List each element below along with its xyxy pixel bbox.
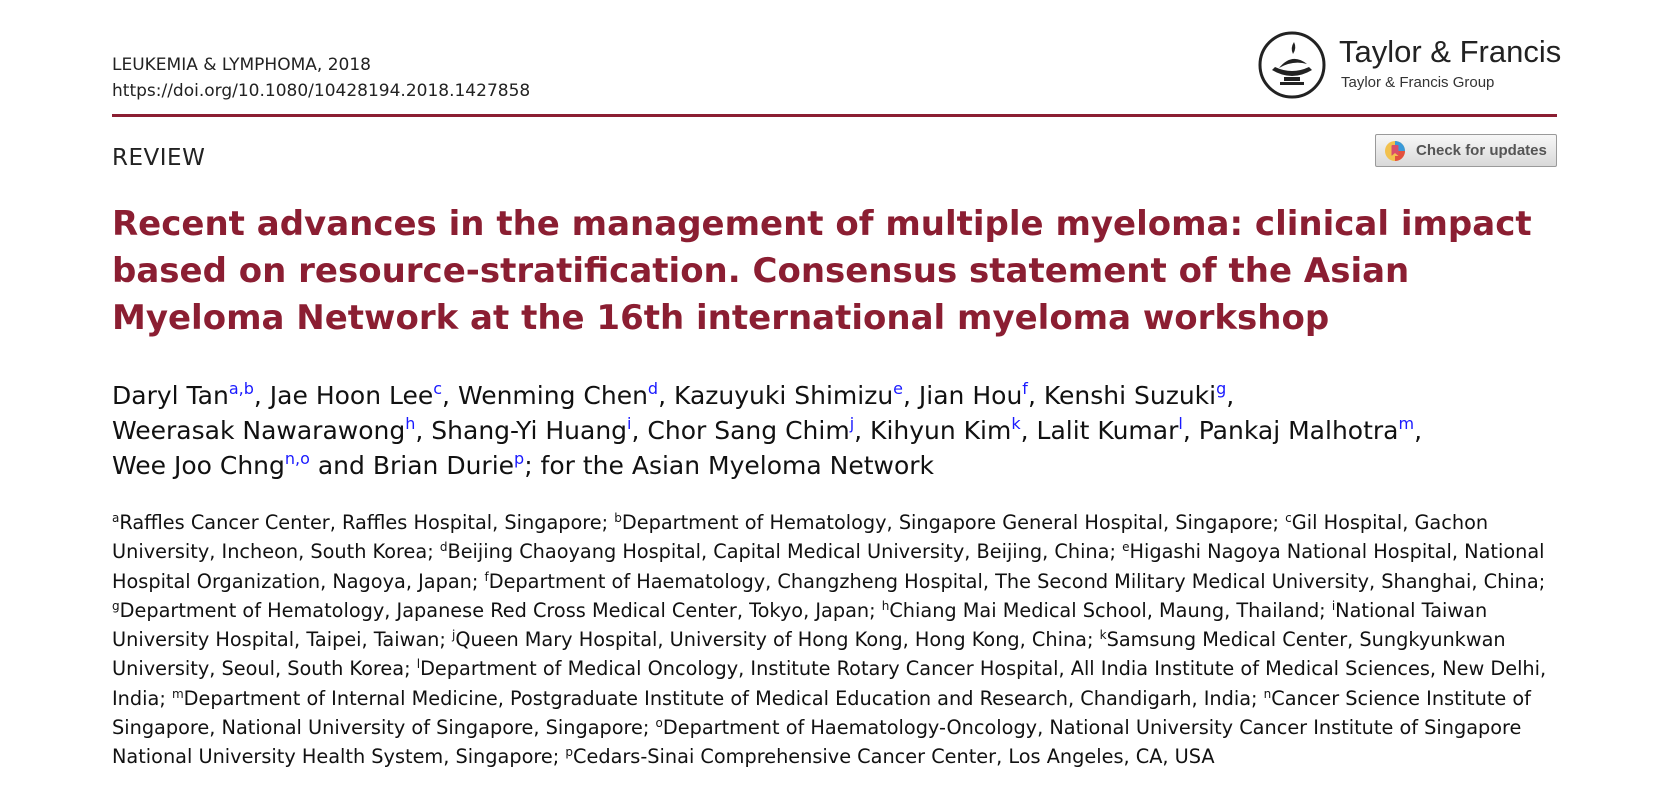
author-item xyxy=(674,381,919,410)
affiliation-mark: f xyxy=(484,569,489,584)
article-first-page xyxy=(112,0,1562,812)
affiliation-mark: b xyxy=(614,511,622,525)
author-separator: , xyxy=(631,416,648,445)
affiliation-mark: m xyxy=(171,686,184,701)
author-name: Kihyun Kim xyxy=(870,416,1012,445)
affiliation-mark: h xyxy=(881,598,890,613)
article-type: REVIEW xyxy=(112,145,206,171)
affiliation-link[interactable]: m xyxy=(1398,414,1415,433)
affiliation-text: Department of Haematology-Oncology, National University Cancer Institute of Singapore National University Health System, Singapore; xyxy=(112,716,1522,769)
affiliation-link[interactable]: g xyxy=(1216,379,1227,398)
affiliation-text: Cancer Science Institute of Singapore, National University of Singapore, Singapore; xyxy=(112,686,1531,740)
affiliation-mark: a xyxy=(112,511,120,525)
affiliation-link[interactable]: c xyxy=(433,379,443,398)
author-item xyxy=(919,381,1044,410)
affiliation-item xyxy=(614,511,1285,534)
affiliation-link[interactable]: l xyxy=(1178,414,1183,433)
affiliation-link[interactable]: d xyxy=(647,379,659,398)
author-item xyxy=(112,451,373,480)
author-separator: , xyxy=(415,416,432,445)
affiliation-text: Department of Hematology, Singapore General Hospital, Singapore; xyxy=(621,511,1286,534)
affiliation-text: National Taiwan University Hospital, Taipei, Taiwan; xyxy=(112,598,1488,652)
author-separator: , xyxy=(903,381,919,410)
affiliation-item xyxy=(112,599,882,622)
author-name: Chor Sang Chim xyxy=(647,416,850,445)
affiliation-mark: l xyxy=(416,657,421,672)
crossmark-icon xyxy=(1384,140,1406,162)
author-name: Kenshi Suzuki xyxy=(1043,381,1217,410)
affiliation-text: Gil Hospital, Gachon University, Incheon, South Korea; xyxy=(112,511,1489,564)
affiliation-mark: e xyxy=(1122,540,1130,555)
affiliation-item xyxy=(882,599,1332,622)
publisher-name: Taylor & Francis xyxy=(1339,34,1562,69)
author-separator: , xyxy=(442,381,458,410)
author-list xyxy=(112,378,1557,483)
affiliation-text: Cedars-Sinai Comprehensive Cancer Center, Los Angeles, CA, USA xyxy=(573,745,1215,769)
affiliation-item xyxy=(452,628,1100,651)
author-separator: and xyxy=(309,451,373,480)
affiliation-text: Department of Hematology, Japanese Red Cross Medical Center, Tokyo, Japan; xyxy=(119,598,882,622)
author-separator: , xyxy=(1414,416,1423,445)
author-separator: , xyxy=(854,416,871,445)
author-separator: , xyxy=(1020,416,1037,445)
author-name: Shang-Yi Huang xyxy=(431,416,628,445)
author-name: Wee Joo Chng xyxy=(112,451,285,480)
author-item xyxy=(458,381,674,410)
author-item xyxy=(112,416,431,445)
author-name: Pankaj Malhotra xyxy=(1198,416,1399,445)
check-for-updates-label: Check for updates xyxy=(1416,142,1547,159)
author-name: Wenming Chen xyxy=(457,381,648,410)
author-name: Kazuyuki Shimizu xyxy=(673,381,894,410)
affiliation-link[interactable]: j xyxy=(849,414,855,433)
affiliation-link[interactable]: f xyxy=(1022,379,1028,398)
affiliation-text: Raffles Cancer Center, Raffles Hospital, Singapore; xyxy=(119,511,615,534)
doi-link[interactable]: https://doi.org/10.1080/10428194.2018.1427858 xyxy=(112,81,531,101)
publisher-brand xyxy=(1257,30,1562,100)
affiliation-text: Department of Medical Oncology, Institute Rotary Cancer Hospital, All India Institute of Medical Sciences, New Delhi, India; xyxy=(112,657,1547,710)
affiliation-text: Department of Internal Medicine, Postgraduate Institute of Medical Education and Research, Chandigarh, India; xyxy=(183,686,1264,710)
affiliation-mark: p xyxy=(565,745,573,760)
affiliation-mark: g xyxy=(112,598,120,613)
affiliation-text: Beijing Chaoyang Hospital, Capital Medical University, Beijing, China; xyxy=(447,540,1123,564)
author-separator: , xyxy=(1226,381,1235,410)
affiliation-link[interactable]: h xyxy=(405,414,416,433)
affiliation-mark: d xyxy=(439,540,448,555)
author-separator: ; for the Asian Myeloma Network xyxy=(524,451,935,480)
affiliation-mark: j xyxy=(451,628,456,643)
affiliation-text: Queen Mary Hospital, University of Hong Kong, Hong Kong, China; xyxy=(455,628,1100,652)
lamp-logo-icon xyxy=(1257,30,1327,100)
affiliations xyxy=(112,508,1557,772)
author-item xyxy=(1044,381,1234,410)
journal-header xyxy=(112,52,530,104)
author-name: Brian Durie xyxy=(372,451,515,480)
author-item xyxy=(112,381,270,410)
affiliation-item xyxy=(565,745,1214,768)
author-name: Lalit Kumar xyxy=(1036,416,1179,445)
author-separator: , xyxy=(658,381,674,410)
author-item xyxy=(647,416,870,445)
affiliation-text: Higashi Nagoya National Hospital, National Hospital Organization, Nagoya, Japan; xyxy=(112,540,1545,593)
affiliation-text: Samsung Medical Center, Sungkyunkwan University, Seoul, South Korea; xyxy=(112,628,1506,681)
header-rule xyxy=(112,114,1557,117)
affiliation-link[interactable]: p xyxy=(514,449,525,468)
affiliation-link[interactable]: e xyxy=(893,379,904,398)
affiliation-link[interactable]: a,b xyxy=(228,379,254,398)
affiliation-item xyxy=(484,570,1545,593)
publisher-group: Taylor & Francis Group xyxy=(1341,74,1495,91)
affiliation-link[interactable]: k xyxy=(1011,414,1021,433)
author-item xyxy=(373,451,934,480)
author-item xyxy=(1037,416,1199,445)
affiliation-item xyxy=(172,687,1264,710)
affiliation-item xyxy=(440,540,1122,563)
author-item xyxy=(870,416,1036,445)
affiliation-link[interactable]: n,o xyxy=(284,449,310,468)
author-separator: , xyxy=(253,381,270,410)
affiliation-mark: n xyxy=(1263,686,1272,701)
author-item xyxy=(1199,416,1422,445)
article-title: Recent advances in the management of multiple myeloma: clinical impact based on resource-stratification. Consensus statement of the Asian Myeloma Network at the 16th international myeloma workshop xyxy=(112,204,1532,338)
author-name: Weerasak Nawarawong xyxy=(112,416,406,445)
affiliation-item xyxy=(112,511,614,534)
author-name: Jian Hou xyxy=(918,381,1023,410)
author-item xyxy=(431,416,647,445)
journal-citation: LEUKEMIA & LYMPHOMA, 2018 xyxy=(112,55,371,75)
affiliation-mark: o xyxy=(655,716,663,731)
affiliation-link[interactable]: i xyxy=(627,414,632,433)
author-name: Jae Hoon Lee xyxy=(269,381,434,410)
affiliation-mark: i xyxy=(1331,598,1336,613)
affiliation-mark: k xyxy=(1099,628,1107,643)
author-name: Daryl Tan xyxy=(112,381,229,410)
affiliation-mark: c xyxy=(1285,511,1292,525)
check-for-updates-button[interactable] xyxy=(1375,134,1557,167)
author-separator: , xyxy=(1027,381,1044,410)
author-separator: , xyxy=(1182,416,1199,445)
affiliation-text: Department of Haematology, Changzheng Hospital, The Second Military Medical University, Shanghai, China; xyxy=(488,569,1546,593)
author-item xyxy=(270,381,458,410)
affiliation-text: Chiang Mai Medical School, Maung, Thailand; xyxy=(889,598,1332,622)
